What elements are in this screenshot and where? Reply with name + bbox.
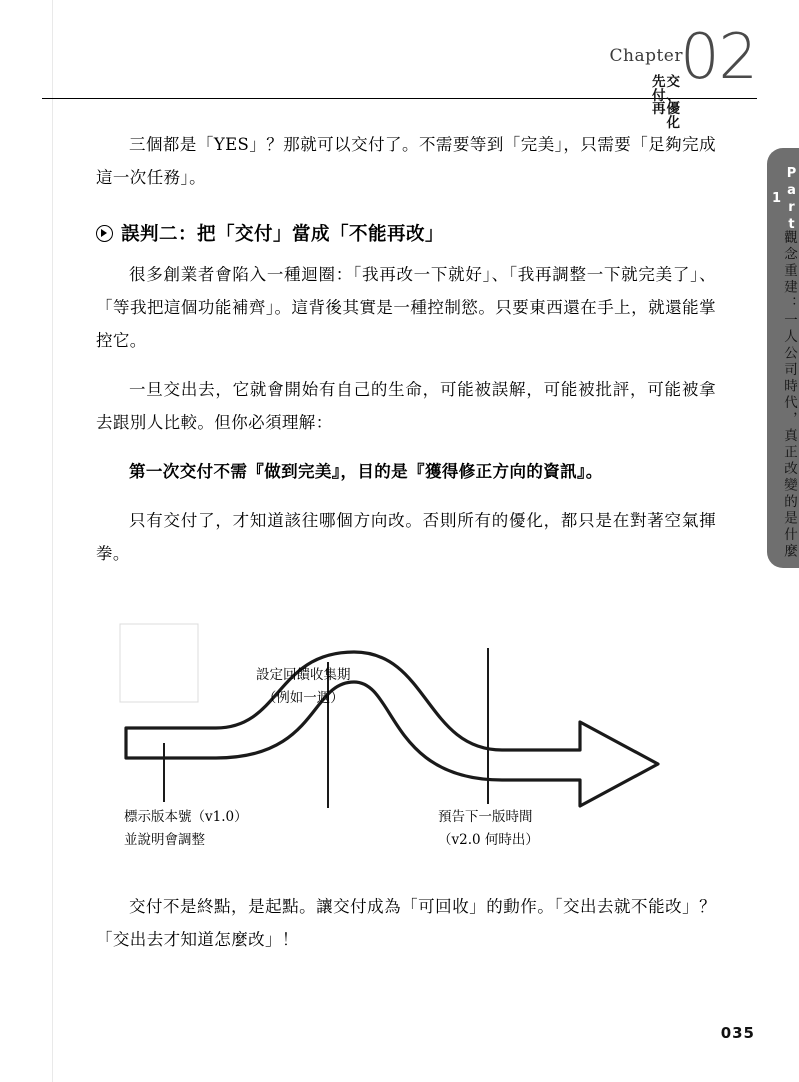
paragraph-3: 一旦交出去，它就會開始有自己的生命，可能被誤解，可能被批評，可能被拿去跟別人比較。但你必須理解：: [96, 380, 716, 432]
page-content: [96, 128, 716, 586]
figure-label-middle-line1: 設定回饋收集期: [256, 667, 351, 683]
paragraph-1: 三個都是「YES」？那就可以交付了。不需要等到「完美」，只需要「足夠完成這一次任務」。: [96, 135, 716, 187]
part-tab-label: Part 1: [769, 166, 799, 234]
figure-label-left: [124, 806, 248, 852]
figure-label-right-line1: 預告下一版時間: [438, 809, 533, 825]
page-number: 035: [720, 1024, 755, 1042]
figure-label-middle-line2: （例如一週）: [262, 689, 344, 706]
chapter-subtitle: 先交付、再優化: [652, 74, 681, 131]
section-subheading: [96, 220, 716, 246]
play-triangle-icon: [96, 225, 113, 242]
figure-label-middle: [256, 664, 351, 710]
header-divider: [42, 98, 757, 99]
page-spine-line: [52, 0, 53, 1082]
page-content-bottom: [96, 890, 716, 972]
figure-label-left-line2: 並說明會調整: [124, 831, 205, 848]
section-subheading-text: 誤判二：把「交付」當成「不能再改」: [121, 224, 445, 245]
figure-label-left-line1: 標示版本號（v1.0）: [124, 809, 248, 825]
paragraph-2: 很多創業者會陷入一種迴圈：「我再改一下就好」、「我再調整一下就完美了」、「等我把這個功能補齊」。這背後其實是一種控制慾。只要東西還在手上，就還能掌控它。: [96, 265, 716, 350]
paragraph-4: 只有交付了，才知道該往哪個方向改。否則所有的優化，都只是在對著空氣揮拳。: [96, 511, 716, 563]
emphasis-statement: 第一次交付不需『做到完美』，目的是『獲得修正方向的資訊』。: [129, 462, 603, 481]
figure-label-right-line2: （v2.0 何時出）: [438, 831, 539, 848]
figure-label-right: [438, 806, 539, 852]
chapter-word: Chapter: [609, 46, 683, 66]
chapter-number: 02: [680, 20, 757, 93]
part-title-vertical: 觀念重建：一人公司時代，真正改變的是什麼: [781, 230, 797, 560]
delivery-flow-figure: [96, 622, 716, 882]
paragraph-5: 交付不是終點，是起點。讓交付成為「可回收」的動作。「交出去就不能改」？「交出去才知道怎麼改」！: [96, 897, 716, 949]
page-header: [0, 20, 799, 131]
